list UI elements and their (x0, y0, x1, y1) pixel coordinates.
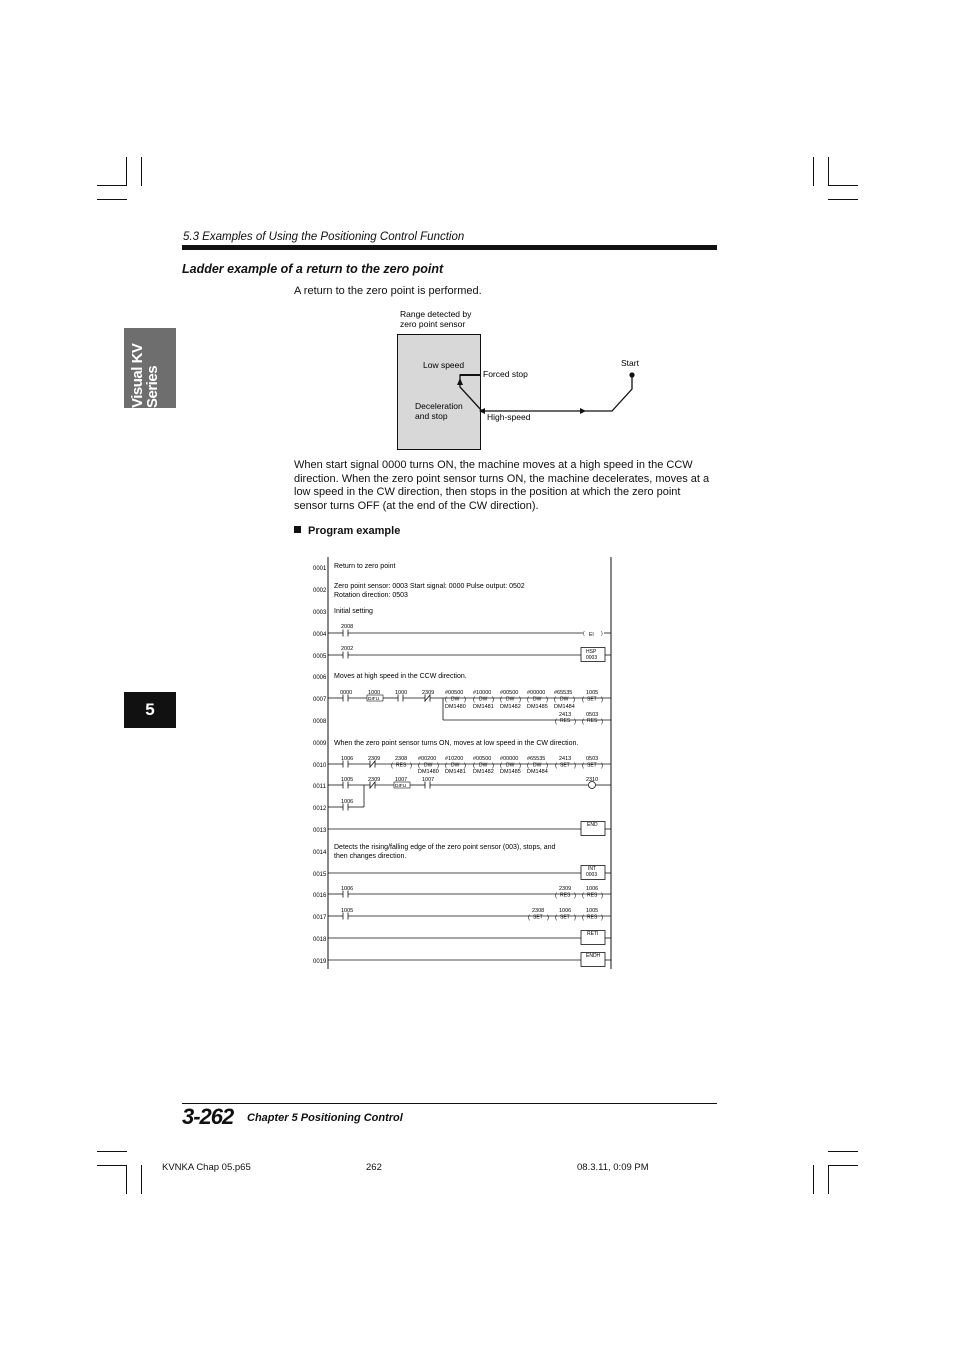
rung-0004 (328, 624, 611, 638)
crop-mark (141, 1165, 142, 1194)
crop-mark (828, 1165, 829, 1194)
crop-mark (126, 1165, 127, 1194)
coil-bracket: ) (573, 697, 575, 703)
coil-label: 1006 (586, 886, 599, 892)
coil-bracket: ) (519, 697, 521, 703)
dw-value: #00200 (418, 756, 437, 762)
start-dot (629, 372, 634, 377)
crop-mark (141, 157, 142, 186)
box-label: INT (588, 866, 597, 872)
dw-value: #65535 (554, 690, 573, 696)
dw-value: #00500 (500, 690, 519, 696)
sensor-range-box (398, 335, 481, 450)
decel-label-1: Deceleration (415, 401, 463, 411)
crop-mark (828, 157, 829, 186)
dw-value: #00000 (500, 756, 519, 762)
contact-label: 1006 (341, 886, 354, 892)
dw-instr: DW (479, 762, 488, 769)
contact-label: 1007 (422, 777, 435, 783)
coil-bracket: ( (555, 763, 557, 769)
dw-value: #00000 (527, 690, 546, 696)
dw-value: #10000 (473, 690, 492, 696)
contact-label: 1007 (395, 777, 408, 783)
running-header: 5.3 Examples of Using the Positioning Control Function (183, 231, 465, 243)
comment: Zero point sensor: 0003 Start signal: 0000 Pulse output: 0502 (334, 583, 525, 590)
line-number: 0015 (313, 872, 327, 878)
coil-close: ) (601, 631, 603, 637)
line-number: 0009 (313, 741, 327, 747)
coil-bracket: ) (410, 763, 412, 769)
crop-mark (97, 1165, 127, 1166)
header-rule (182, 245, 717, 250)
dm-address: DM1482 (473, 769, 494, 775)
coil-label: 2308 (395, 756, 408, 762)
decel-label-2: and stop (415, 411, 448, 421)
line-number: 0012 (313, 806, 327, 812)
rung-0017 (328, 908, 611, 921)
coil-bracket: ) (574, 893, 576, 899)
dw-instr: DW (506, 696, 515, 703)
coil-bracket: ) (601, 719, 603, 725)
set-instr: SET (560, 762, 570, 769)
crop-mark (828, 185, 858, 186)
coil-bracket: ( (554, 697, 556, 703)
coil-bracket: ( (582, 719, 584, 725)
comment: Initial setting (334, 608, 373, 615)
rung-0008 (559, 712, 598, 724)
dw-instr: DW (533, 696, 542, 703)
low-speed-label: Low speed (423, 360, 465, 370)
dw-instr: DW (479, 696, 488, 703)
dm-address: DM1485 (527, 704, 548, 710)
line-number: 0005 (313, 654, 327, 660)
set-instr: SET (533, 914, 543, 921)
coil-bracket: ) (546, 697, 548, 703)
coil-bracket: ( (391, 763, 393, 769)
crop-mark (813, 1165, 814, 1194)
coil-label: EI (589, 632, 594, 638)
coil-bracket: ) (601, 763, 603, 769)
coil-bracket: ( (473, 697, 475, 703)
line-numbers (313, 566, 327, 965)
coil-bracket: ( (527, 697, 529, 703)
crop-mark (813, 157, 814, 186)
comment: Rotation direction: 0503 (334, 592, 408, 599)
rung-0010 (328, 756, 611, 775)
rung-0005 (328, 646, 611, 662)
difu-label: DIFU (395, 784, 407, 789)
coil-label: 2413 (559, 712, 572, 718)
crop-mark (828, 199, 858, 200)
box-label: HSP (586, 649, 597, 655)
intro-text: A return to the zero point is performed. (294, 285, 482, 297)
high-speed-path (482, 375, 632, 411)
coil-label: 2310 (586, 777, 599, 783)
sheet-number: 262 (366, 1162, 382, 1173)
comment: When the zero point sensor turns ON, moves at low speed in the CW direction. (334, 740, 579, 747)
contact-label: 2309 (368, 756, 381, 762)
res-instr: RES (560, 718, 571, 724)
rung-0013 (328, 822, 611, 836)
line-number: 0010 (313, 763, 327, 769)
footer-rule (182, 1103, 717, 1104)
crop-mark (126, 157, 127, 186)
page-number: 3-262 (182, 1104, 234, 1129)
coil-bracket: ( (582, 763, 584, 769)
contact-label: 1006 (341, 799, 354, 805)
dm-address: DM1480 (445, 704, 466, 710)
comment: Return to zero point (334, 563, 396, 570)
coil-bracket: ) (601, 697, 603, 703)
line-number: 0016 (313, 893, 327, 899)
program-example-heading (294, 525, 400, 537)
line-number: 0008 (313, 719, 327, 725)
coil-bracket: ( (500, 763, 502, 769)
line-number: 0006 (313, 675, 327, 681)
res-instr: RES (587, 914, 598, 921)
dw-value: #00500 (473, 756, 492, 762)
rung-0016 (328, 886, 611, 899)
dw-instr: DW (533, 762, 542, 769)
contact-label: 2002 (341, 646, 354, 652)
rung-0018 (328, 931, 611, 945)
coil-bracket: ( (527, 763, 529, 769)
contact-label: 1005 (341, 908, 354, 914)
dw-instr: DW (451, 696, 460, 703)
series-tab-label: Visual KV Series (129, 343, 161, 408)
coil-bracket: ( (555, 893, 557, 899)
dm-address: DM1480 (418, 769, 439, 775)
coil-bracket: ) (601, 893, 603, 899)
coil-bracket: ( (555, 719, 557, 725)
description-paragraph: When start signal 0000 turns ON, the machine moves at a high speed in the CCW direction. When the zero point sensor turns ON, the machine decelerates, moves at a low speed in the CW direction, then stops in the position at which the zero point sensor turns OFF (at the end of the CW direction). (294, 459, 710, 512)
path-arrow (580, 408, 586, 414)
dw-instr: DW (424, 762, 433, 769)
line-number: 0018 (313, 937, 327, 943)
range-label-2: zero point sensor (400, 319, 466, 329)
res-instr: RES (560, 892, 571, 899)
ladder-comments (334, 563, 578, 860)
coil-label: 2413 (559, 756, 572, 762)
dm-address: DM1481 (473, 704, 494, 710)
coil-bracket: ) (464, 763, 466, 769)
line-number: 0001 (313, 566, 327, 572)
coil-label: 1006 (559, 908, 572, 914)
chapter-footer: Chapter 5 Positioning Control (247, 1112, 403, 1124)
crop-mark (828, 1165, 858, 1166)
coil-bracket: ) (492, 697, 494, 703)
comment: Detects the rising/falling edge of the zero point sensor (003), stops, and (334, 844, 556, 851)
comment: then changes direction. (334, 853, 407, 860)
coil-bracket: ) (492, 763, 494, 769)
coil-label: 1005 (586, 908, 599, 914)
box-label: RETI (587, 931, 599, 937)
contact-label: 1000 (368, 690, 381, 696)
line-number: 0002 (313, 588, 327, 594)
coil-label: 2308 (532, 908, 545, 914)
coil-bracket: ( (582, 893, 584, 899)
zero-return-diagram (390, 305, 650, 455)
box-operand: 0003 (586, 655, 598, 661)
difu-label: DIFU (368, 697, 380, 702)
dw-value: #65535 (527, 756, 546, 762)
bullet-square (294, 526, 301, 533)
dm-address: DM1484 (527, 769, 548, 775)
program-example-label: Program example (308, 525, 401, 537)
line-number: 0014 (313, 850, 327, 856)
set-instr: SET (587, 762, 597, 769)
coil-bracket: ) (546, 763, 548, 769)
coil-label: 0503 (586, 756, 599, 762)
series-tab (124, 328, 176, 408)
dm-address: DM1484 (554, 704, 575, 710)
line-number: 0017 (313, 915, 327, 921)
ladder-program (305, 555, 625, 975)
res-instr: RES (396, 762, 407, 769)
crop-mark (97, 199, 127, 200)
coil-bracket: ( (582, 697, 584, 703)
coil-bracket: ) (574, 915, 576, 921)
res-instr: RES (587, 718, 598, 724)
coil-bracket: ) (574, 763, 576, 769)
contact-label: 0000 (340, 690, 353, 696)
line-number: 0019 (313, 959, 327, 965)
contact-label: 2309 (368, 777, 381, 783)
dm-address: DM1482 (500, 704, 521, 710)
box-label: END (587, 822, 598, 828)
coil-label: 1005 (586, 690, 599, 696)
range-label-1: Range detected by (400, 309, 472, 319)
rung-0011 (328, 777, 611, 811)
contact-label: 1006 (341, 756, 354, 762)
box-label: ENDH (586, 953, 601, 959)
file-name: KVNKA Chap 05.p65 (162, 1162, 251, 1173)
coil-bracket: ( (500, 697, 502, 703)
coil-bracket: ( (528, 915, 530, 921)
contact-label: 2008 (341, 624, 354, 630)
dm-address: DM1485 (500, 769, 521, 775)
coil-bracket: ( (445, 697, 447, 703)
coil-bracket: ( (555, 915, 557, 921)
dw-instr: DW (506, 762, 515, 769)
coil-bracket: ) (519, 763, 521, 769)
coil-bracket: ) (547, 915, 549, 921)
chapter-tab: 5 (124, 692, 176, 728)
coil-bracket: ) (574, 719, 576, 725)
coil-bracket: ) (437, 763, 439, 769)
coil-bracket: ( (445, 763, 447, 769)
coil-label: 2309 (559, 886, 572, 892)
section-title: Ladder example of a return to the zero point (182, 262, 444, 276)
coil-label: 0503 (586, 712, 599, 718)
rung-0015 (328, 866, 611, 880)
start-label: Start (621, 358, 639, 368)
res-instr: RES (587, 892, 598, 899)
set-instr: SET (587, 696, 597, 703)
dw-value: #00500 (445, 690, 464, 696)
line-number: 0013 (313, 828, 327, 834)
line-number: 0011 (313, 784, 326, 790)
crop-mark (97, 1151, 127, 1152)
box-operand: 0003 (586, 872, 598, 878)
rung-0019 (328, 953, 611, 967)
comment: Moves at high speed in the CCW direction. (334, 673, 467, 680)
contact-label: 2309 (422, 690, 435, 696)
coil-open: ( (583, 631, 585, 637)
coil-bracket: ( (473, 763, 475, 769)
dw-instr: DW (560, 696, 569, 703)
crop-mark (97, 185, 127, 186)
coil-bracket: ) (601, 915, 603, 921)
line-number: 0007 (313, 697, 327, 703)
coil-bracket: ( (582, 915, 584, 921)
dw-value: #10200 (445, 756, 464, 762)
high-speed-label: High-speed (487, 412, 531, 422)
coil-bracket: ( (418, 763, 420, 769)
forced-stop-label: Forced stop (483, 369, 528, 379)
dm-address: DM1481 (445, 769, 466, 775)
contact-label: 1000 (395, 690, 408, 696)
line-number: 0003 (313, 610, 327, 616)
line-number: 0004 (313, 632, 327, 638)
print-date: 08.3.11, 0:09 PM (577, 1162, 649, 1173)
coil-bracket: ) (464, 697, 466, 703)
dw-instr: DW (451, 762, 460, 769)
crop-mark (828, 1151, 858, 1152)
set-instr: SET (560, 914, 570, 921)
contact-label: 1005 (341, 777, 354, 783)
